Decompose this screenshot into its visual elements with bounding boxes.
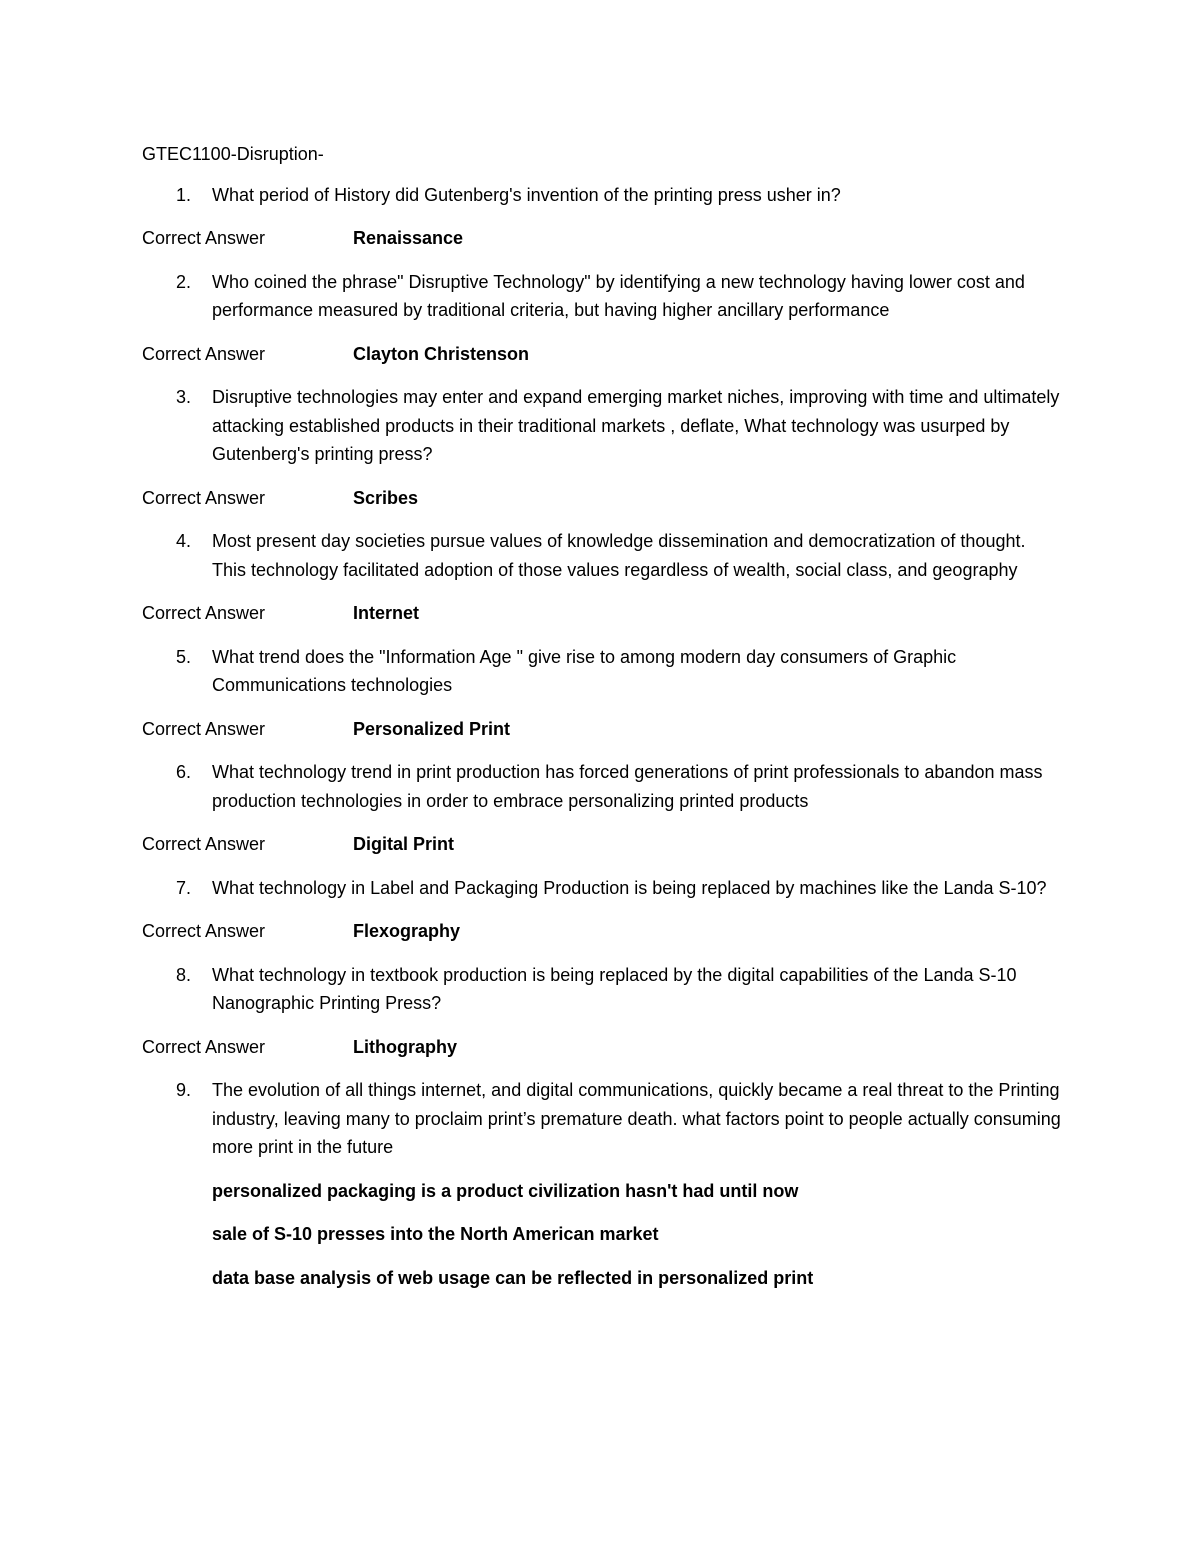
question-number: 9. bbox=[176, 1080, 192, 1100]
question-text: Most present day societies pursue values of knowledge dissemination and democratization of thought. This technology facilitated adoption of those values regardless of wealth, social class, and geography bbox=[212, 531, 1026, 580]
answer-value: Flexography bbox=[353, 921, 461, 941]
answer-label: Correct Answer bbox=[142, 343, 266, 364]
question-text: Who coined the phrase" Disruptive Technology" by identifying a new technology having lower cost and performance measured by traditional criteria, but having higher ancillary performance bbox=[212, 271, 1025, 320]
answer-value: Lithography bbox=[353, 1036, 457, 1057]
answer-row-1 bbox=[142, 224, 1062, 253]
question-7 bbox=[142, 874, 1062, 903]
answer-row-6 bbox=[142, 830, 1062, 859]
answer-row-5 bbox=[142, 715, 1062, 744]
answer-label: Correct Answer bbox=[142, 718, 266, 739]
qa-item-5 bbox=[142, 643, 1062, 744]
qa-item-1 bbox=[142, 181, 1062, 253]
answer-label: Correct Answer bbox=[142, 603, 266, 623]
question-text: What technology in Label and Packaging Production is being replaced by machines like the Landa S-10? bbox=[212, 877, 1047, 898]
answer-label: Correct Answer bbox=[142, 1036, 266, 1057]
answer-row-4 bbox=[142, 599, 1062, 628]
question-number: 3. bbox=[176, 387, 192, 407]
answer-value: Personalized Print bbox=[353, 718, 511, 739]
question-text: Disruptive technologies may enter and expand emerging market niches, improving with time and ultimately attacking established products in their traditional markets , deflate, What technology was usurped by Gutenberg's printing press? bbox=[212, 387, 1060, 464]
question-2 bbox=[142, 268, 1062, 325]
question-6 bbox=[142, 758, 1062, 815]
qa-item-2 bbox=[142, 268, 1062, 369]
answer-value: Renaissance bbox=[353, 228, 464, 248]
answer-value: Scribes bbox=[353, 487, 419, 508]
answer-point-1: personalized packaging is a product civilization hasn't had until now bbox=[212, 1180, 799, 1201]
answer-label: Correct Answer bbox=[142, 487, 266, 508]
qa-item-4 bbox=[142, 527, 1062, 628]
answer-row-7 bbox=[142, 917, 1062, 946]
question-5 bbox=[142, 643, 1062, 700]
question-number: 4. bbox=[176, 531, 192, 551]
answer-row-3 bbox=[142, 484, 1062, 513]
answer-label: Correct Answer bbox=[142, 921, 266, 941]
answer-row-8 bbox=[142, 1033, 1062, 1062]
answer-point-2: sale of S-10 presses into the North American market bbox=[212, 1224, 659, 1244]
answer-value: Clayton Christenson bbox=[353, 343, 530, 364]
question-number: 8. bbox=[176, 964, 192, 985]
answer-label: Correct Answer bbox=[142, 834, 266, 854]
question-number: 5. bbox=[176, 646, 192, 667]
question-number: 6. bbox=[176, 762, 192, 782]
question-number: 2. bbox=[176, 271, 192, 292]
question-9 bbox=[142, 1076, 1062, 1162]
qa-item-7 bbox=[142, 874, 1062, 946]
question-3 bbox=[142, 383, 1062, 469]
question-4 bbox=[142, 527, 1062, 584]
qa-item-3 bbox=[142, 383, 1062, 512]
document-body bbox=[142, 140, 1062, 1307]
answer-label: Correct Answer bbox=[142, 228, 266, 248]
answer-points bbox=[142, 1177, 1062, 1293]
qa-item-9 bbox=[142, 1076, 1062, 1292]
question-text: The evolution of all things internet, and digital communications, quickly became a real threat to the Printing industry, leaving many to proclaim print’s premature death. what factors point to people actually consuming more print in the future bbox=[212, 1080, 1061, 1157]
answer-point-3: data base analysis of web usage can be reflected in personalized print bbox=[212, 1267, 814, 1288]
question-number: 7. bbox=[176, 877, 192, 898]
question-text: What technology in textbook production is being replaced by the digital capabilities of the Landa S-10 Nanographic Printing Press? bbox=[212, 964, 1017, 1013]
document-title: GTEC1100-Disruption- bbox=[142, 144, 324, 164]
question-text: What technology trend in print production has forced generations of print professionals to abandon mass production technologies in order to embrace personalizing printed products bbox=[212, 762, 1043, 811]
answer-value: Digital Print bbox=[353, 834, 455, 854]
question-text: What period of History did Gutenberg's invention of the printing press usher in? bbox=[212, 184, 841, 205]
question-number: 1. bbox=[176, 184, 192, 205]
question-1 bbox=[142, 181, 1062, 210]
qa-item-6 bbox=[142, 758, 1062, 859]
answer-value: Internet bbox=[353, 603, 420, 623]
question-8 bbox=[142, 961, 1062, 1018]
qa-item-8 bbox=[142, 961, 1062, 1062]
answer-row-2 bbox=[142, 340, 1062, 369]
question-text: What trend does the "Information Age " give rise to among modern day consumers of Graphic Communications technologies bbox=[212, 646, 957, 695]
